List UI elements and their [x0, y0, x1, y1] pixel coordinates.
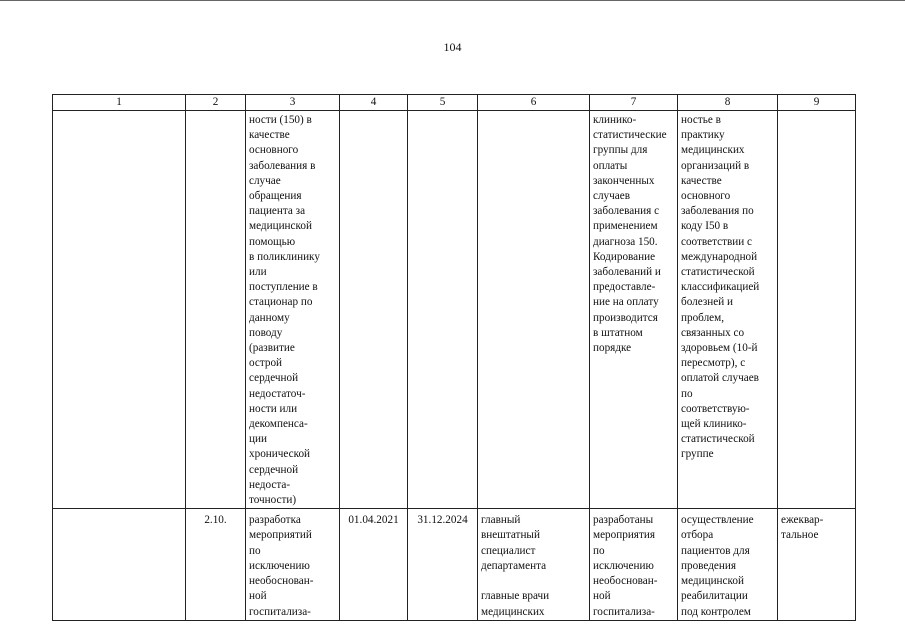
header-col-7: 7 — [590, 95, 678, 111]
cont-cell-4 — [340, 111, 408, 509]
text-line: необоснован- — [249, 575, 314, 588]
text-line: заболевания в — [249, 159, 316, 172]
text-line: поводу — [249, 326, 283, 339]
text-line: осуществление — [681, 514, 754, 527]
text-line: ностье в — [681, 114, 721, 126]
scan-edge-line — [0, 0, 905, 1]
text-line: исключению — [593, 559, 654, 572]
text-line: случае — [249, 174, 281, 187]
text-line: пересмотр), с — [681, 357, 746, 370]
text-line: практику — [681, 129, 725, 142]
text-line: здоровьем (10-й — [681, 342, 758, 355]
item-result — [590, 509, 678, 620]
text-line: помощью — [249, 235, 296, 248]
text-line: производится — [593, 311, 658, 324]
text-line: порядке — [593, 342, 632, 355]
page-number: 104 — [443, 40, 462, 54]
text-line: специалист — [481, 544, 536, 557]
text-line: тальное — [781, 529, 819, 542]
text-line: ежеквар- — [781, 514, 824, 527]
header-col-6: 6 — [478, 95, 590, 111]
text-line: исключению — [249, 559, 310, 572]
text-line: по — [249, 544, 261, 557]
item-indicator — [678, 509, 778, 620]
text-line: болезней и — [681, 296, 733, 309]
text-line: проблем, — [681, 311, 725, 324]
cont-cell-9 — [778, 111, 856, 509]
text-line: качестве — [681, 174, 722, 187]
cont-cell-8 — [678, 111, 778, 509]
text-line: пациента за — [249, 205, 306, 218]
text-line: заболевания с — [593, 205, 660, 218]
text-line: стационар по — [249, 296, 313, 309]
text-line: недоста- — [249, 478, 291, 491]
item-row-2-10 — [53, 509, 856, 620]
item-cell-1 — [53, 509, 186, 620]
text-line: щей клинико- — [681, 418, 747, 431]
text-line: статистической — [681, 266, 755, 279]
header-col-4: 4 — [340, 95, 408, 111]
text-line: случаев — [593, 190, 630, 203]
text-line: по — [593, 544, 605, 557]
text-line: сердечной — [249, 463, 299, 476]
text-line: применением — [593, 220, 658, 233]
item-responsible — [478, 509, 590, 620]
text-line: острой — [249, 357, 283, 370]
item-end-date: 31.12.2024 — [408, 509, 478, 620]
text-line: департамента — [481, 559, 547, 572]
item-periodicity — [778, 509, 856, 620]
text-line: разработка — [249, 514, 301, 527]
text-line: статистические — [593, 129, 667, 142]
text-line: главные врачи — [481, 590, 550, 603]
text-line: госпитализа- — [593, 605, 655, 618]
text-line: сердечной — [249, 372, 299, 385]
text-line: статистической — [681, 433, 755, 446]
text-line: группы для — [593, 144, 648, 157]
header-col-1: 1 — [53, 95, 186, 111]
text-line: внештатный — [481, 529, 540, 542]
text-line: оплатой случаев — [681, 372, 759, 385]
text-line: медицинской — [249, 220, 312, 233]
text-line: данному — [249, 311, 290, 324]
text-line: клинико- — [593, 114, 637, 126]
item-activity — [246, 509, 340, 620]
text-line: предоставле- — [593, 281, 656, 294]
plan-table — [52, 94, 856, 621]
text-line: точности) — [249, 494, 297, 507]
text-line: организаций в — [681, 159, 750, 172]
text-line: (развитие — [249, 342, 295, 355]
text-line: заболевания по — [681, 205, 754, 218]
text-line: диагноза 150. — [593, 235, 658, 248]
text-line: обращения — [249, 190, 302, 203]
text-line: связанных со — [681, 326, 745, 339]
text-line: под контролем — [681, 605, 751, 618]
text-line: недостаточ- — [249, 387, 306, 400]
text-line: ной — [249, 590, 267, 603]
text-line: международной — [681, 250, 758, 263]
text-line: хронической — [249, 448, 311, 461]
text-line: разработаны — [593, 514, 654, 527]
text-line: в штатном — [593, 326, 643, 339]
text-line: медицинских — [681, 144, 745, 157]
text-line: соответствую- — [681, 402, 750, 415]
header-col-9: 9 — [778, 95, 856, 111]
text-line: ние на оплату — [593, 296, 659, 309]
text-line: пациентов для — [681, 544, 750, 557]
text-line: в поликлинику — [249, 250, 320, 263]
text-line: ции — [249, 433, 267, 446]
text-line: группе — [681, 448, 714, 461]
text-line: мероприятия — [593, 529, 655, 542]
text-line: госпитализа- — [249, 605, 311, 618]
text-line: отбора — [681, 529, 714, 542]
text-line: оплаты — [593, 159, 628, 172]
text-line: поступление в — [249, 281, 318, 294]
header-col-3: 3 — [246, 95, 340, 111]
item-start-date: 01.04.2021 — [340, 509, 408, 620]
text-line — [481, 574, 586, 589]
text-line: проведения — [681, 559, 736, 572]
text-line: Кодирование — [593, 250, 656, 263]
text-line: медицинских — [481, 605, 545, 618]
text-line: по — [681, 387, 693, 400]
text-line: коду I50 в — [681, 220, 729, 233]
text-line: основного — [249, 144, 299, 157]
header-col-5: 5 — [408, 95, 478, 111]
text-line: ности (150) в — [249, 114, 312, 126]
cont-cell-2 — [186, 111, 246, 509]
text-line: декомпенса- — [249, 418, 308, 431]
cont-cell-1 — [53, 111, 186, 509]
text-line: ности или — [249, 402, 298, 415]
text-line: соответствии с — [681, 235, 752, 248]
text-line: мероприятий — [249, 529, 312, 542]
header-row — [53, 95, 856, 111]
text-line: ной — [593, 590, 611, 603]
text-line: главный — [481, 514, 521, 527]
cont-cell-6 — [478, 111, 590, 509]
text-line: качестве — [249, 129, 290, 142]
header-col-8: 8 — [678, 95, 778, 111]
text-line: законченных — [593, 174, 655, 187]
text-line: необоснован- — [593, 575, 658, 588]
cont-cell-5 — [408, 111, 478, 509]
text-line: реабилитации — [681, 590, 748, 603]
text-line: заболеваний и — [593, 266, 661, 279]
text-line: классификацией — [681, 281, 760, 294]
text-line: или — [249, 266, 267, 279]
item-number: 2.10. — [186, 509, 246, 620]
header-col-2: 2 — [186, 95, 246, 111]
text-line: медицинской — [681, 575, 744, 588]
text-line: основного — [681, 190, 731, 203]
cont-cell-3 — [246, 111, 340, 509]
cont-cell-7 — [590, 111, 678, 509]
continuation-row — [53, 111, 856, 509]
